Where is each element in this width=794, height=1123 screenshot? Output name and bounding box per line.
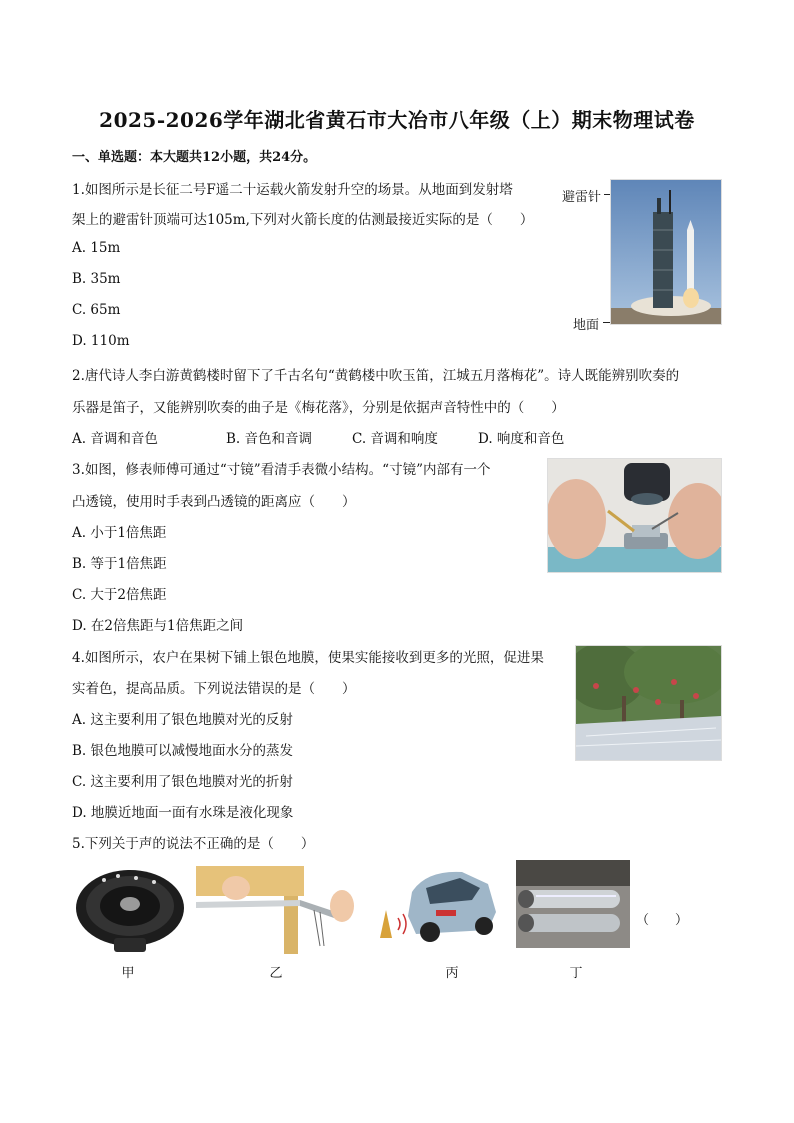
motorcycle-exhaust-image: [516, 860, 630, 948]
q2-option-c: C. 音调和响度: [352, 431, 438, 447]
caption-yi: 乙: [269, 966, 283, 981]
car-parking-sensor-image: [376, 864, 500, 946]
q1-line1: 1.如图所示是长征二号F遥二十运载火箭发射升空的场景。从地面到发射塔: [72, 182, 513, 198]
speaker-image: [74, 868, 186, 956]
q4-option-d: D. 地膜近地面一面有水珠是液化现象: [72, 805, 294, 821]
q1-option-a: A. 15m: [72, 240, 121, 256]
exam-title: 2025-2026学年湖北省黄石市大冶市八年级（上）期末物理试卷: [99, 108, 695, 132]
caption-bing: 丙: [445, 966, 459, 981]
q1-option-d: D. 110m: [72, 333, 130, 349]
q4-option-a: A. 这主要利用了银色地膜对光的反射: [72, 712, 293, 728]
q1-label-lightning-rod: 避雷针: [562, 190, 602, 205]
q1-option-c: C. 65m: [72, 302, 121, 318]
q4-line1: 4.如图所示，农户在果树下铺上银色地膜，使果实能接收到更多的光照，促进果: [72, 650, 544, 666]
caption-jia: 甲: [121, 966, 135, 981]
watch-repair-image: [547, 458, 722, 573]
q2-line2: 乐器是笛子，又能辨别吹奏的曲子是《梅花落》，分别是依据声音特性中的（ ）: [72, 400, 565, 416]
q4-option-b: B. 银色地膜可以减慢地面水分的蒸发: [72, 743, 294, 759]
q4-option-c: C. 这主要利用了银色地膜对光的折射: [72, 774, 293, 790]
q1-label-ground: 地面: [573, 318, 600, 333]
section-heading: 一、单选题：本大题共12小题，共24分。: [72, 150, 317, 165]
q4-line2: 实着色，提高品质。下列说法错误的是（ ）: [72, 681, 356, 697]
q2-option-b: B. 音色和音调: [226, 431, 313, 447]
q2-option-a: A. 音调和音色: [72, 431, 158, 447]
ruler-table-image: [196, 866, 358, 954]
rocket-launch-image: [610, 179, 722, 325]
orchard-film-image: [575, 645, 722, 761]
q5-line1: 5.下列关于声的说法不正确的是（ ）: [72, 836, 315, 852]
q3-line1: 3.如图，修表师傅可通过“寸镜”看清手表微小结构。“寸镜”内部有一个: [72, 462, 491, 478]
q5-answer-paren: （ ）: [636, 913, 689, 928]
q2-option-d: D. 响度和音色: [478, 431, 565, 447]
q2-line1: 2.唐代诗人李白游黄鹤楼时留下了千古名句“黄鹤楼中吹玉笛，江城五月落梅花”。诗人既能辨别吹奏的: [72, 368, 680, 384]
q3-option-c: C. 大于2倍焦距: [72, 587, 167, 603]
q3-option-a: A. 小于1倍焦距: [72, 525, 167, 541]
q3-option-b: B. 等于1倍焦距: [72, 556, 167, 572]
q3-line2: 凸透镜，使用时手表到凸透镜的距离应（ ）: [72, 494, 356, 510]
caption-ding: 丁: [569, 966, 583, 981]
q1-line2: 架上的避雷针顶端可达105m,下列对火箭长度的估测最接近实际的是（ ）: [72, 212, 534, 228]
q3-option-d: D. 在2倍焦距与1倍焦距之间: [72, 618, 244, 634]
q1-option-b: B. 35m: [72, 271, 121, 287]
